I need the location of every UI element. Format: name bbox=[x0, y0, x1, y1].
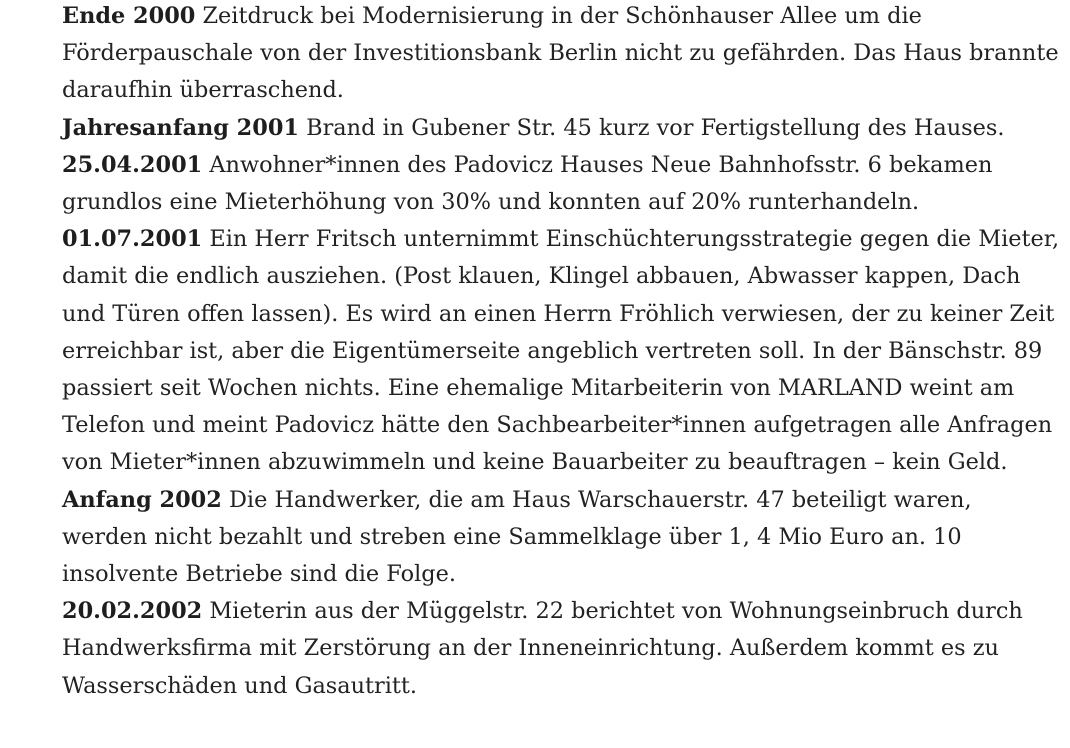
entry-date: Jahresanfang 2001 bbox=[62, 114, 300, 141]
timeline-entry bbox=[62, 147, 1062, 221]
timeline-entry bbox=[62, 110, 1062, 147]
entry-text: Ein Herr Fritsch unternimmt Einschüchterungsstrategie gegen die Mieter, damit die endlich ausziehen. (Post klauen, Klingel abbauen, Abwasser kappen, Dach und Türen offen lassen). Es wird an einen Herrn Fröhlich verwiesen, der zu keiner Zeit erreichbar ist, aber die Eigentümerseite angeblich vertreten soll. In der Bänschstr. 89 passiert seit Wochen nichts. Eine ehemalige Mitarbeiterin von MARLAND weint am Telefon und meint Padovicz hätte den Sachbearbeiter*innen aufgetragen alle Anfragen von Mieter*innen abzuwimmeln und keine Bauarbeiter zu beauftragen – kein Geld. bbox=[62, 226, 1060, 476]
entry-text: Zeitdruck bei Modernisierung in der Schönhauser Allee um die Förderpauschale von der Investitionsbank Berlin nicht zu gefährden. Das Haus brannte daraufhin überraschend. bbox=[62, 3, 1059, 104]
timeline-entry bbox=[62, 482, 1062, 594]
timeline-entry bbox=[62, 221, 1062, 481]
timeline-article bbox=[62, 0, 1062, 705]
entry-text: Anwohner*innen des Padovicz Hauses Neue Bahnhofsstr. 6 bekamen grundlos eine Mieterhöhung von 30% und konnten auf 20% runterhandeln. bbox=[62, 151, 993, 216]
entry-date: 25.04.2001 bbox=[62, 151, 203, 178]
entry-text: Brand in Gubener Str. 45 kurz vor Fertigstellung des Hauses. bbox=[306, 114, 1005, 141]
entry-date: Anfang 2002 bbox=[62, 486, 222, 513]
entry-date: 01.07.2001 bbox=[62, 226, 203, 253]
entry-text: Die Handwerker, die am Haus Warschauerstr. 47 beteiligt waren, werden nicht bezahlt und streben eine Sammelklage über 1, 4 Mio Euro an. 10 insolvente Betriebe sind die Folge. bbox=[62, 486, 972, 588]
entry-date: Ende 2000 bbox=[62, 3, 196, 29]
entry-date: 20.02.2002 bbox=[62, 598, 203, 625]
entry-text: Mieterin aus der Müggelstr. 22 berichtet von Wohnungseinbruch durch Handwerksfirma mit Zerstörung an der Inneneinrichtung. Außerdem kommt es zu Wasserschäden und Gasautritt. bbox=[62, 598, 1023, 699]
timeline-entry bbox=[62, 0, 1062, 110]
timeline-entry bbox=[62, 593, 1062, 705]
